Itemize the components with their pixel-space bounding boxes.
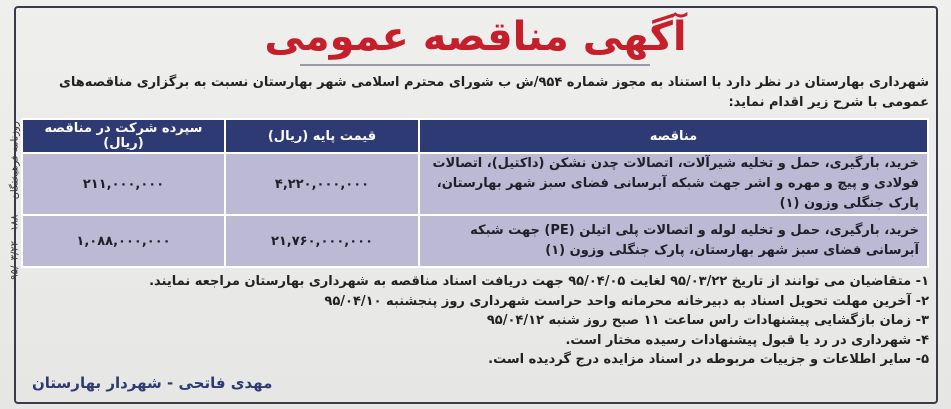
list-item: ۵- سایر اطلاعات و جزییات مربوطه در اسناد مزایده درج گردیده است. (488, 352, 929, 367)
table-header-row (22, 119, 928, 153)
header-item: مناقصه (419, 119, 928, 153)
title-divider (300, 64, 650, 66)
signature: مهدی فاتحی - شهردار بهارستان (32, 374, 273, 392)
row-item: خرید، بارگیری، حمل و تخلیه شیرآلات، اتصالات چدن نشکن (داکتیل)، اتصالات فولادی و پیچ و مهره و اشر جهت شبکه آبرسانی فضای سبز شهر بهارستان، پارک جنگلی وزون (۱) (419, 153, 928, 215)
side-caption-strip (0, 0, 21, 409)
table-row (22, 153, 928, 215)
row-deposit: ۲۱۱,۰۰۰,۰۰۰ (22, 153, 225, 215)
row-deposit: ۱,۰۸۸,۰۰۰,۰۰۰ (22, 215, 225, 267)
notice-title: آگهی مناقصه عمومی (264, 14, 687, 60)
row-base-price: ۲۱,۷۶۰,۰۰۰,۰۰۰ (225, 215, 419, 267)
header-base-price: قیمت پایه (ریال) (225, 119, 419, 153)
table-row (22, 215, 928, 267)
list-item: ۳- زمان بازگشایی پیشنهادات راس ساعت ۱۱ صبح روز شنبه ۹۵/۰۴/۱۲ (486, 313, 929, 328)
list-item: ۲- آخرین مهلت تحویل اسناد به دبیرخانه محرمانه واحد حراست شهرداری روز پنجشنبه ۹۵/۰۴/۱۰ (324, 293, 929, 309)
tender-table (21, 118, 929, 268)
notes-list (49, 272, 929, 370)
list-item: ۱- متقاضیان می توانند از تاریخ ۹۵/۰۳/۲۲ لغایت ۹۵/۰۴/۰۵ جهت دریافت اسناد مناقصه به شهرداری بهارستان مراجعه نمایند. (149, 274, 929, 289)
row-item: خرید، بارگیری، حمل و تخلیه لوله و اتصالات پلی اتیلن (PE) جهت شبکه آبرسانی فضای سبز شهر بهارستان، پارک جنگلی وزون (۱) (419, 215, 928, 267)
header-deposit: سپرده شرکت در مناقصه (ریال) (22, 119, 225, 153)
row-base-price: ۴,۲۲۰,۰۰۰,۰۰۰ (225, 153, 419, 215)
list-item: ۴- شهرداری در رد یا قبول پیشنهادات رسیده مختار است. (565, 332, 929, 348)
notice-intro: شهرداری بهارستان در نظر دارد با استناد به مجوز شماره ۹۵۴/ش ب شورای محترم اسلامی شهر بهارستان نسبت به برگزاری مناقصه‌های عمومی با شرح زیر اقدام نماید: (58, 75, 929, 110)
side-caption: روزنامه فرهیختگان - ۱۸۸۰ - ۹۵/۰۳/۲۲ (9, 121, 21, 280)
